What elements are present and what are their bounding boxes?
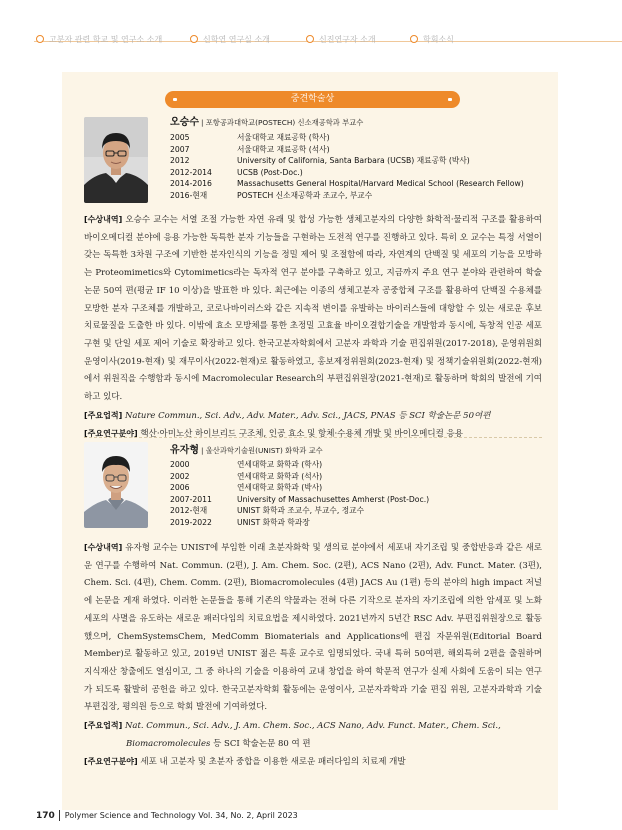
field-text: 핵산·아미노산 하이브리드 구조체, 인공 효소 및 항체·수용체 개발 및 바이오메디컬 응용 [140,429,463,440]
person-affiliation: | 포항공과대학교(POSTECH) 신소재공학과 부교수 [200,118,364,127]
nav-dot-icon [410,35,418,43]
bio-section-oh [84,211,542,444]
achievement-text: 오승수 교수는 서열 조절 가능한 자연 유래 및 합성 가능한 생체고분자의 다양한 화학적·물리적 구조를 활용하여 바이오메디컬 분야에 응용 가능한 독특한 분자 기능들을 구현하는 도전적 연구를 진행하고 있다. 특히 오 교수는 특정 서열이 갖는 독특한 3차원 구조에 기반한 분자인식의 기능을 정밀 제어 및 조절함에 따라, 자연계의 단백질 및 세포의 기능을 모방하는 Proteomimetics와 Cytomimetics라는 독자적 연구 분야를 구축하고 있고, 지금까지 주요 연구 분야와 관련하여 학술 논문 50여 편(평균 IF 10 이상)을 발표한 바 있다. 최근에는 이종의 생체고분자 공중합체 구조를 활용하여 단백질 수용체를 모방한 분자 구조체를 개발하고, 코로나바이러스와 같은 지속적 변이를 유발하는 바이러스들에 대항할 수 있는 새로운 후보치료물질을 도출한 바 있다. 이밖에 효소 모방체를 통한 초정밀 고효율 바이오결합기술을 개발함과 동시에, 독창적 인공 세포 구현 및 단일 세포 제어 기술로 확장하고 있다. 한국고분자학회에서 고분자 과학과 기술 편집위원(2017-2018), 운영위원회 운영이사(2019-현재) 및 재무이사(2022-현재)로 활동하였고, 홍보제정위원회(2023-현재) 및 정책기술위원회(2022-현재)에서 위원직을 수행함과 동시에 Macromolecular Research의 부편집위원장(2021-현재)로 활동하며 학회의 발전에 기여하고 있다. [84,215,542,403]
section-divider [84,437,542,438]
page-number: 170 [36,811,55,821]
career-year: 2012-현재 [170,506,208,516]
footer-separator [59,810,60,821]
career-row [170,155,550,167]
career-row [170,494,550,506]
career-year: 2000 [170,460,190,469]
career-row [170,517,550,529]
career-row [170,132,550,144]
career-year: 2006 [170,483,190,493]
banner-dot-right-icon [448,98,452,101]
papers-text: Nature Commun., Sci. Adv., Adv. Mater., Adv. Sci., JACS, PNAS 등 SCI 학술논문 50여편 [124,410,491,421]
career-year: 2014-2016 [170,179,212,189]
career-text: 연세대학교 화학과 (박사) [237,483,323,493]
nav-dot-icon [36,35,44,43]
career-text: 서울대학교 재료공학 (학사) [237,133,330,142]
career-text: 연세대학교 화학과 (석사) [237,471,323,481]
achievement-label: [수상내역] [84,215,123,224]
achievement-paragraph [84,211,542,407]
career-text: Massachusetts General Hospital/Harvard Medical School (Research Fellow) [237,179,524,189]
achievement-label: [수상내역] [84,543,123,552]
papers-label: [주요업적] [84,410,123,420]
career-text: 연세대학교 화학과 (학사) [237,460,323,469]
papers-line [84,407,542,426]
career-year: 2007-2011 [170,494,212,504]
award-banner [165,91,460,108]
career-year: 2012 [170,156,190,166]
career-row [170,178,550,190]
person-photo-icon [84,442,148,528]
career-text: POSTECH 신소재공학과 조교수, 부교수 [237,190,373,200]
career-row [170,482,550,494]
career-text: University of Massachusettes Amherst (Post-Doc.) [237,494,430,504]
person-affiliation: | 울산과학기술원(UNIST) 화학과 교수 [200,446,323,455]
page-footer [36,810,298,821]
achievement-text: 유자형 교수는 UNIST에 부임한 이래 초분자화학 및 생의료 분야에서 세포내 자기조립 및 중합반응과 같은 새로운 연구를 수행하여 Nat. Commun. (2편), J. Am. Chem. Soc. (2편), ACS Nano (2편), Adv. Funct. Mater. (3편), Chem. Sci. (4편), Chem. Comm. (2편), Biomacromolecules (4편) JACS Au (1편) 등의 분야의 high impact 저널에 논문을 게재 하였다. 이러한 논문들을 통해 기존의 약물과는 전혀 다른 기작으로 분자의 자기조립에 의한 암세포 및 노화세포의 사멸을 유도하는 새로운 패러다임의 치료요법을 제시하였다. 2021년까지 5년간 RSC Adv. 부편집위원장으로 활동했으며, ChemSystemsChem, MedComm Biomaterials and Applications에 편집 자문위원(Editorial Board Member)로 활동하고 있고, 2019년 UNIST 젊은 특훈 교수로 임명되었다. 국내 특허 50여편, 해외특허 2편을 출원하며 지식재산 창출에도 열심이고, 그 중 하나의 기술을 이용하여 교내 창업을 하여 학문적 연구가 실제 사회에 도움이 되는 연구가 되도록 활발히 공헌을 하고 있다. 한국고분자학회 활동에는 운영이사, 고분자과학과 기술 편집 위원, 고분자과학과 기술 부편집장, 평의원 등으로 학회 발전에 기여하였다. [84,543,542,713]
career-row [170,167,550,179]
nav-item-label: 신진연구자 소개 [319,35,376,44]
career-year: 2016-현재 [170,190,208,200]
nav-item-labs[interactable] [36,34,162,45]
person-name-yoo [170,441,323,456]
banner-dot-left-icon [173,98,177,101]
career-year: 2012-2014 [170,167,212,177]
portrait-yoo-jahyung [84,442,148,528]
nav-item-label: 신학연 연구실 소개 [203,35,270,44]
nav-dot-icon [306,35,314,43]
field-label: [주요연구분야] [84,757,138,767]
journal-citation: Polymer Science and Technology Vol. 34, No. 2, April 2023 [64,811,298,820]
career-row [170,459,550,471]
papers-text-italic: Biomacromolecules [126,738,211,749]
papers-line [84,717,542,736]
career-list-oh [170,132,550,202]
career-text: UNIST 화학과 조교수, 부교수, 정교수 [237,506,364,516]
person-name: 유자형 [170,445,199,456]
career-year: 2002 [170,471,190,481]
nav-dot-icon [190,35,198,43]
portrait-oh-seungsoo [84,117,148,203]
person-name: 오승수 [170,117,199,128]
career-year: 2019-2022 [170,517,212,527]
papers-label: [주요업적] [84,721,123,731]
field-label: [주요연구분야] [84,429,138,439]
achievement-paragraph [84,539,542,717]
career-year: 2007 [170,144,190,154]
nav-item-society-news[interactable] [410,34,454,45]
bio-section-yoo [84,539,542,772]
career-text: University of California, Santa Barbara (UCSB) 재료공학 (박사) [237,156,470,166]
career-text: UNIST 화학과 학과장 [237,517,310,527]
career-row [170,505,550,517]
banner-title: 중견학술상 [290,94,335,104]
top-navigation [0,0,622,70]
field-line [84,753,542,772]
nav-item-lab-intro[interactable] [190,34,270,45]
career-row [170,144,550,156]
papers-text-rest: 등 SCI 학술논문 80 여 편 [210,738,311,749]
career-row [170,471,550,483]
career-text: 서울대학교 재료공학 (석사) [237,144,330,154]
career-list-yoo [170,459,550,529]
papers-text: Nat. Commun., Sci. Adv., J. Am. Chem. Soc., ACS Nano, Adv. Funct. Mater., Chem. Sci., [124,721,501,732]
papers-line-continued [84,736,542,754]
career-text: UCSB (Post-Doc.) [237,167,303,177]
nav-item-new-researchers[interactable] [306,34,376,45]
nav-item-label: 고분자 관련 학교 및 연구소 소개 [49,35,163,44]
career-row [170,190,550,202]
nav-item-label: 학회소식 [423,35,454,44]
person-photo-icon [84,117,148,203]
career-year: 2005 [170,133,190,142]
field-text: 세포 내 고분자 및 초분자 중합을 이용한 새로운 패러다임의 치료제 개발 [140,757,406,768]
person-name-oh [170,113,363,128]
